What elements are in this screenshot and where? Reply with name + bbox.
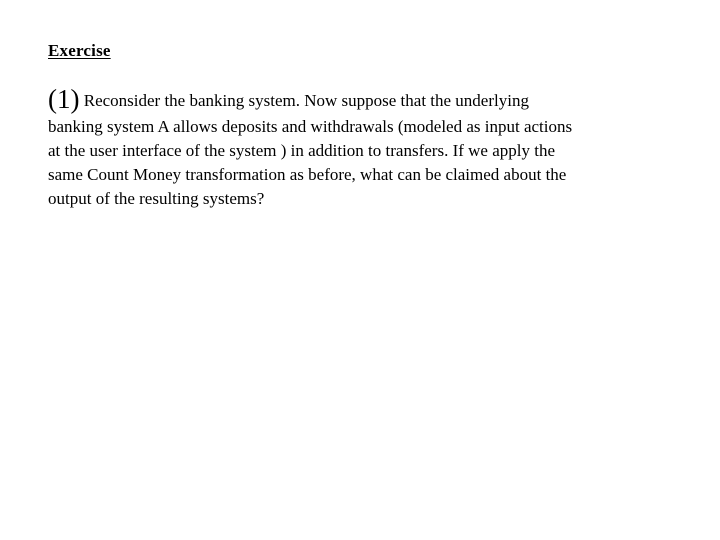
exercise-number: (1) [48,84,80,114]
exercise-line: output of the resulting systems? [48,189,265,208]
exercise-line: at the user interface of the system ) in addition to transfers. If we apply the [48,141,555,160]
exercise-first-line-text: Reconsider the banking system. Now suppose that the underlying [83,91,529,110]
exercise-heading: Exercise [48,41,111,60]
exercise-line: banking system A allows deposits and withdrawals (modeled as input actions [48,117,573,136]
exercise-first-line [48,84,688,114]
exercise-body [48,115,688,211]
exercise-line: same Count Money transformation as before, what can be claimed about the [48,165,567,184]
